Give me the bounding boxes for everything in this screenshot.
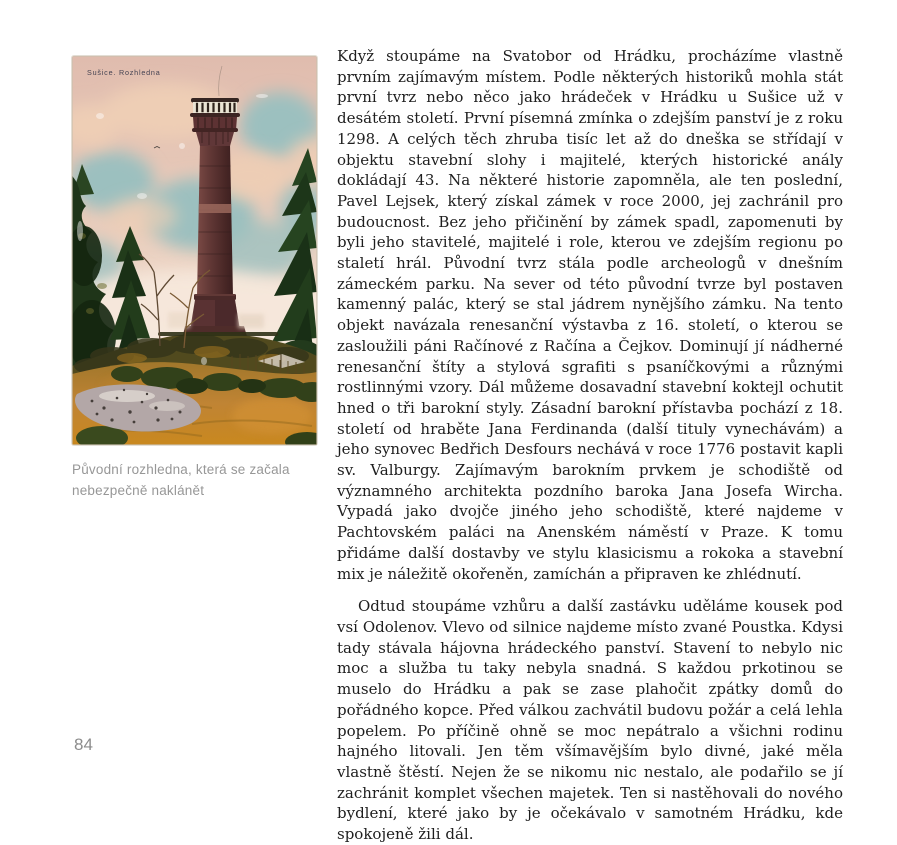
page-number: 84	[74, 735, 93, 754]
postcard-caption: Původní rozhledna, která se začala nebezpečně naklánět	[72, 462, 290, 498]
article-text	[337, 46, 843, 845]
postcard-image	[72, 56, 317, 445]
paragraph-1: Když stoupáme na Svatobor od Hrádku, procházíme vlastně prvním zajímavým místem. Podle některých historiků mohla stát první tvrz nebo něco jako hrádeček v Hrádku u Sušice už v desátém století. První písemná zmínka o zdejším panství je z roku 1298. A celých těch zhruba tisíc let až do dneška se střídají v objektu stavební slohy i majitelé, kterých historické anály dokládají 43. Na některé historie zapomněla, ale ten poslední, Pavel Lejsek, který získal zámek v roce 2000, jej zachránil pro budoucnost. Bez jeho přičinění by zámek spadl, zapomenuti by byli jeho stavitelé, majitelé i role, kterou ve zdejším regionu po staletí hrál. Původní tvrz stála podle archeologů v dnešním zámeckém parku. Na sever od této původní tvrze byl postaven kamenný palác, který se stal jádrem nynějšího zámku. Na tento objekt navázala renesanční výstavba z 16. století, o kterou se zasloužili páni Račínové z Račína a Čejkov. Dominují jí nádherné renesanční štíty a stylová sgrafiti s psaníčkovými a různými rostlinnými vzory. Dál můžeme dosavadní stavební koktejl ochutit hned o tři barokní styly. Zásadní barokní přístavba pochází z 18. století od hraběte Jana Ferdinanda (další tituly vynechávám) a jeho synovec Bedřich Desfours nechává v roce 1776 postavit kapli sv. Valburgy. Zajímavým barokním prvkem je schodiště od významného architekta pozdního baroka Jana Josefa Wircha. Vypadá jako dvojče jiného jeho schodiště, které najdeme v Pachtovském paláci na Anenském náměstí v Praze. K tomu přidáme další dostavby ve stylu klasicismu a rokoka a stavební mix je náležitě okořeněn, zamíchán a připraven ke zhlédnutí.	[337, 47, 843, 583]
postcard-artwork	[72, 56, 317, 445]
paragraph-2: Odtud stoupáme vzhůru a další zastávku uděláme kousek pod vsí Odolenov. Vlevo od silnice najdeme místo zvané Poustka. Kdysi tady stávala hájovna hrádeckého panství. Stavení to nebylo nic moc a služba tu taky nebyla snadná. S každou prkotinou se muselo do Hrádku a pak se zase plahočit zpátky domů do pořádného kopce. Před válkou zachvátil budovu požár a celá lehla popelem. Po příčině ohně se moc nepátralo a všichni rodinu hajného litovali. Jen těm všímavějším bylo divné, jaké měla vlastně štěstí. Nejen že se nikomu nic nestalo, ale podařilo se jí zachránit komplet všechen majetek. Ten si nastěhovali do nového bydlení, které jako by je očekávalo v samotném Hrádku, kde spokojeně žili dál.	[337, 597, 843, 844]
postcard-figure	[72, 56, 317, 502]
postcard-overlay-text: Sušice. Rozhledna	[87, 68, 161, 77]
